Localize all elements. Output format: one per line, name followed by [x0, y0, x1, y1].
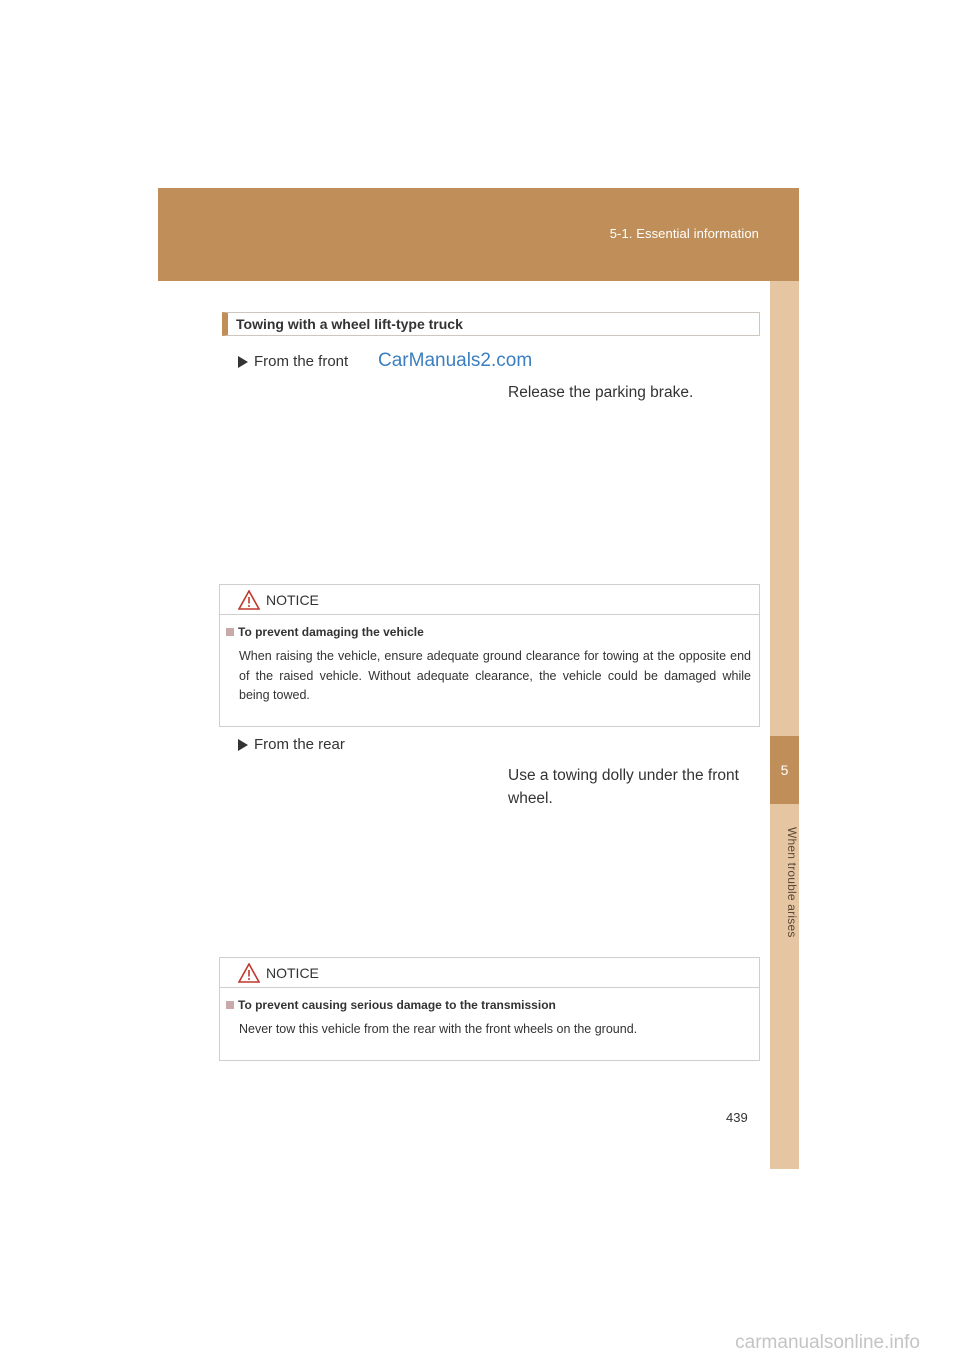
square-bullet-icon: [226, 1001, 234, 1009]
square-bullet-icon: [226, 628, 234, 636]
rear-step-description: Use a towing dolly under the front wheel.: [508, 767, 739, 807]
side-tab: [770, 281, 799, 1169]
notice-box-1: [219, 584, 760, 727]
watermark-top[interactable]: CarManuals2.com: [378, 350, 533, 371]
section-title: Towing with a wheel lift-type truck: [222, 312, 760, 336]
front-step-label: [238, 353, 348, 370]
front-step-description: Release the parking brake.: [508, 384, 694, 401]
front-step-text: From the front: [254, 353, 349, 370]
rear-step-text: From the rear: [254, 736, 345, 753]
chapter-number: 5: [770, 736, 799, 804]
arrow-right-icon: [238, 739, 248, 751]
watermark-bottom[interactable]: carmanualsonline.info: [735, 1332, 920, 1353]
rear-step-label: [238, 736, 345, 753]
notice-title-2: [226, 998, 751, 1012]
notice-title-1-text: To prevent damaging the vehicle: [238, 625, 424, 639]
notice-title-2-text: To prevent causing serious damage to the transmission: [238, 998, 556, 1012]
notice-text-1: When raising the vehicle, ensure adequate ground clearance for towing at the opposite end of the raised vehicle. Without adequate clearance, the vehicle could be damaged while being towed.: [239, 649, 751, 702]
chapter-title: When trouble arises: [785, 826, 799, 938]
page-number: 439: [726, 1110, 748, 1125]
notice-title-1: [226, 625, 751, 639]
notice-heading-1: NOTICE: [266, 591, 319, 608]
notice-head-2: [220, 958, 759, 988]
warning-triangle-icon: [238, 963, 260, 983]
warning-triangle-icon: [238, 590, 260, 610]
notice-text-2: Never tow this vehicle from the rear with the front wheels on the ground.: [239, 1022, 638, 1036]
notice-heading-2: NOTICE: [266, 964, 319, 981]
arrow-right-icon: [238, 356, 248, 368]
header-band: [158, 188, 799, 281]
notice-head-1: [220, 585, 759, 615]
notice-box-2: [219, 957, 760, 1061]
header-section-title: 5-1. Essential information: [609, 226, 759, 241]
